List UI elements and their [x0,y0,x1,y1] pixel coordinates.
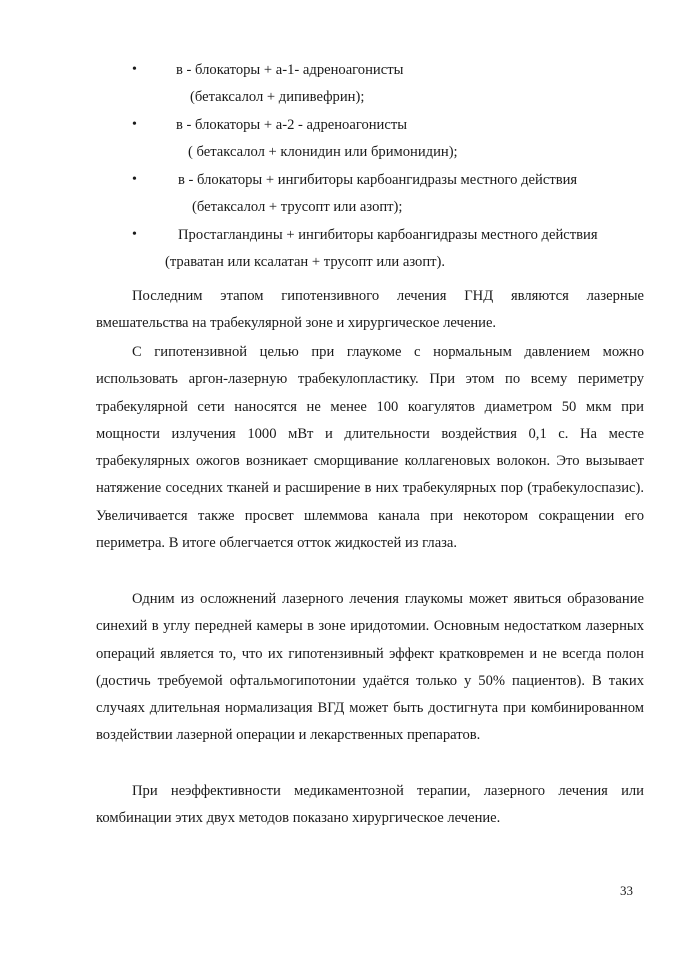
list-item [0,117,678,172]
paragraph-text: Последним этапом гипотензивного лечения ГНД являются лазерные вмешательства на трабекулярной зоне и хирургическое лечение. [96,288,644,332]
list-item [0,227,678,282]
paragraph [96,586,644,750]
list-item [0,172,678,227]
bullet-marker: • [132,227,137,242]
paragraph-text: Одним из осложнений лазерного лечения глаукомы может явиться образование синехий в углу передней камеры в зоне иридотомии. Основным недостатком лазерных операций является то, что их гипотензивный эффект кратковремен и не всегда полон (достичь требуемой офтальмогипотонии удаётся только у 50% пациентов). В таких случаях длительная нормализация ВГД может быть достигнута при комбинированном воздействии лазерной операции и лекарственных препаратов. [96,591,644,744]
list-item-subtext: ( бетаксалол + клонидин или бримонидин); [188,144,458,160]
list-item-text: в - блокаторы + а-1- адреноагонисты [176,62,404,78]
paragraph [96,283,644,338]
list-item-text: в - блокаторы + ингибиторы карбоангидразы местного действия [178,172,578,188]
bullet-list [0,62,678,282]
page-number: 33 [620,883,633,898]
paragraph-text: С гипотензивной целью при глаукоме с нормальным давлением можно использовать аргон-лазерную трабекулопластику. При этом по всему периметру трабекулярной сети наносятся не менее 100 коагулятов диаметром 50 мкм при мощности излучения 1000 мВт и длительности воздействия 0,1 с. На месте трабекулярных ожогов возникает сморщивание коллагеновых волокон. Это вызывает натяжение соседних тканей и расширение в них трабекулярных пор (трабекулоспазис). Увеличивается также просвет шлеммова канала при некотором сокращении его периметра. В итоге облегчается отток жидкостей из глаза. [96,344,644,552]
list-item-text: в - блокаторы + а-2 - адреноагонисты [176,117,408,133]
bullet-marker: • [132,62,137,77]
list-item-text: Простагландины + ингибиторы карбоангидразы местного действия [178,227,598,243]
list-item-subtext: (бетаксалол + трусопт или азопт); [192,199,403,215]
paragraph [96,778,644,833]
list-item-subtext: (траватан или ксалатан + трусопт или азопт). [165,254,446,270]
list-item [0,62,678,117]
bullet-marker: • [132,117,137,132]
paragraph-text: При неэффективности медикаментозной терапии, лазерного лечения или комбинации этих двух методов показано хирургическое лечение. [96,783,644,827]
list-item-subtext: (бетаксалол + дипивефрин); [190,89,365,105]
bullet-marker: • [132,172,137,187]
paragraph [96,339,644,557]
